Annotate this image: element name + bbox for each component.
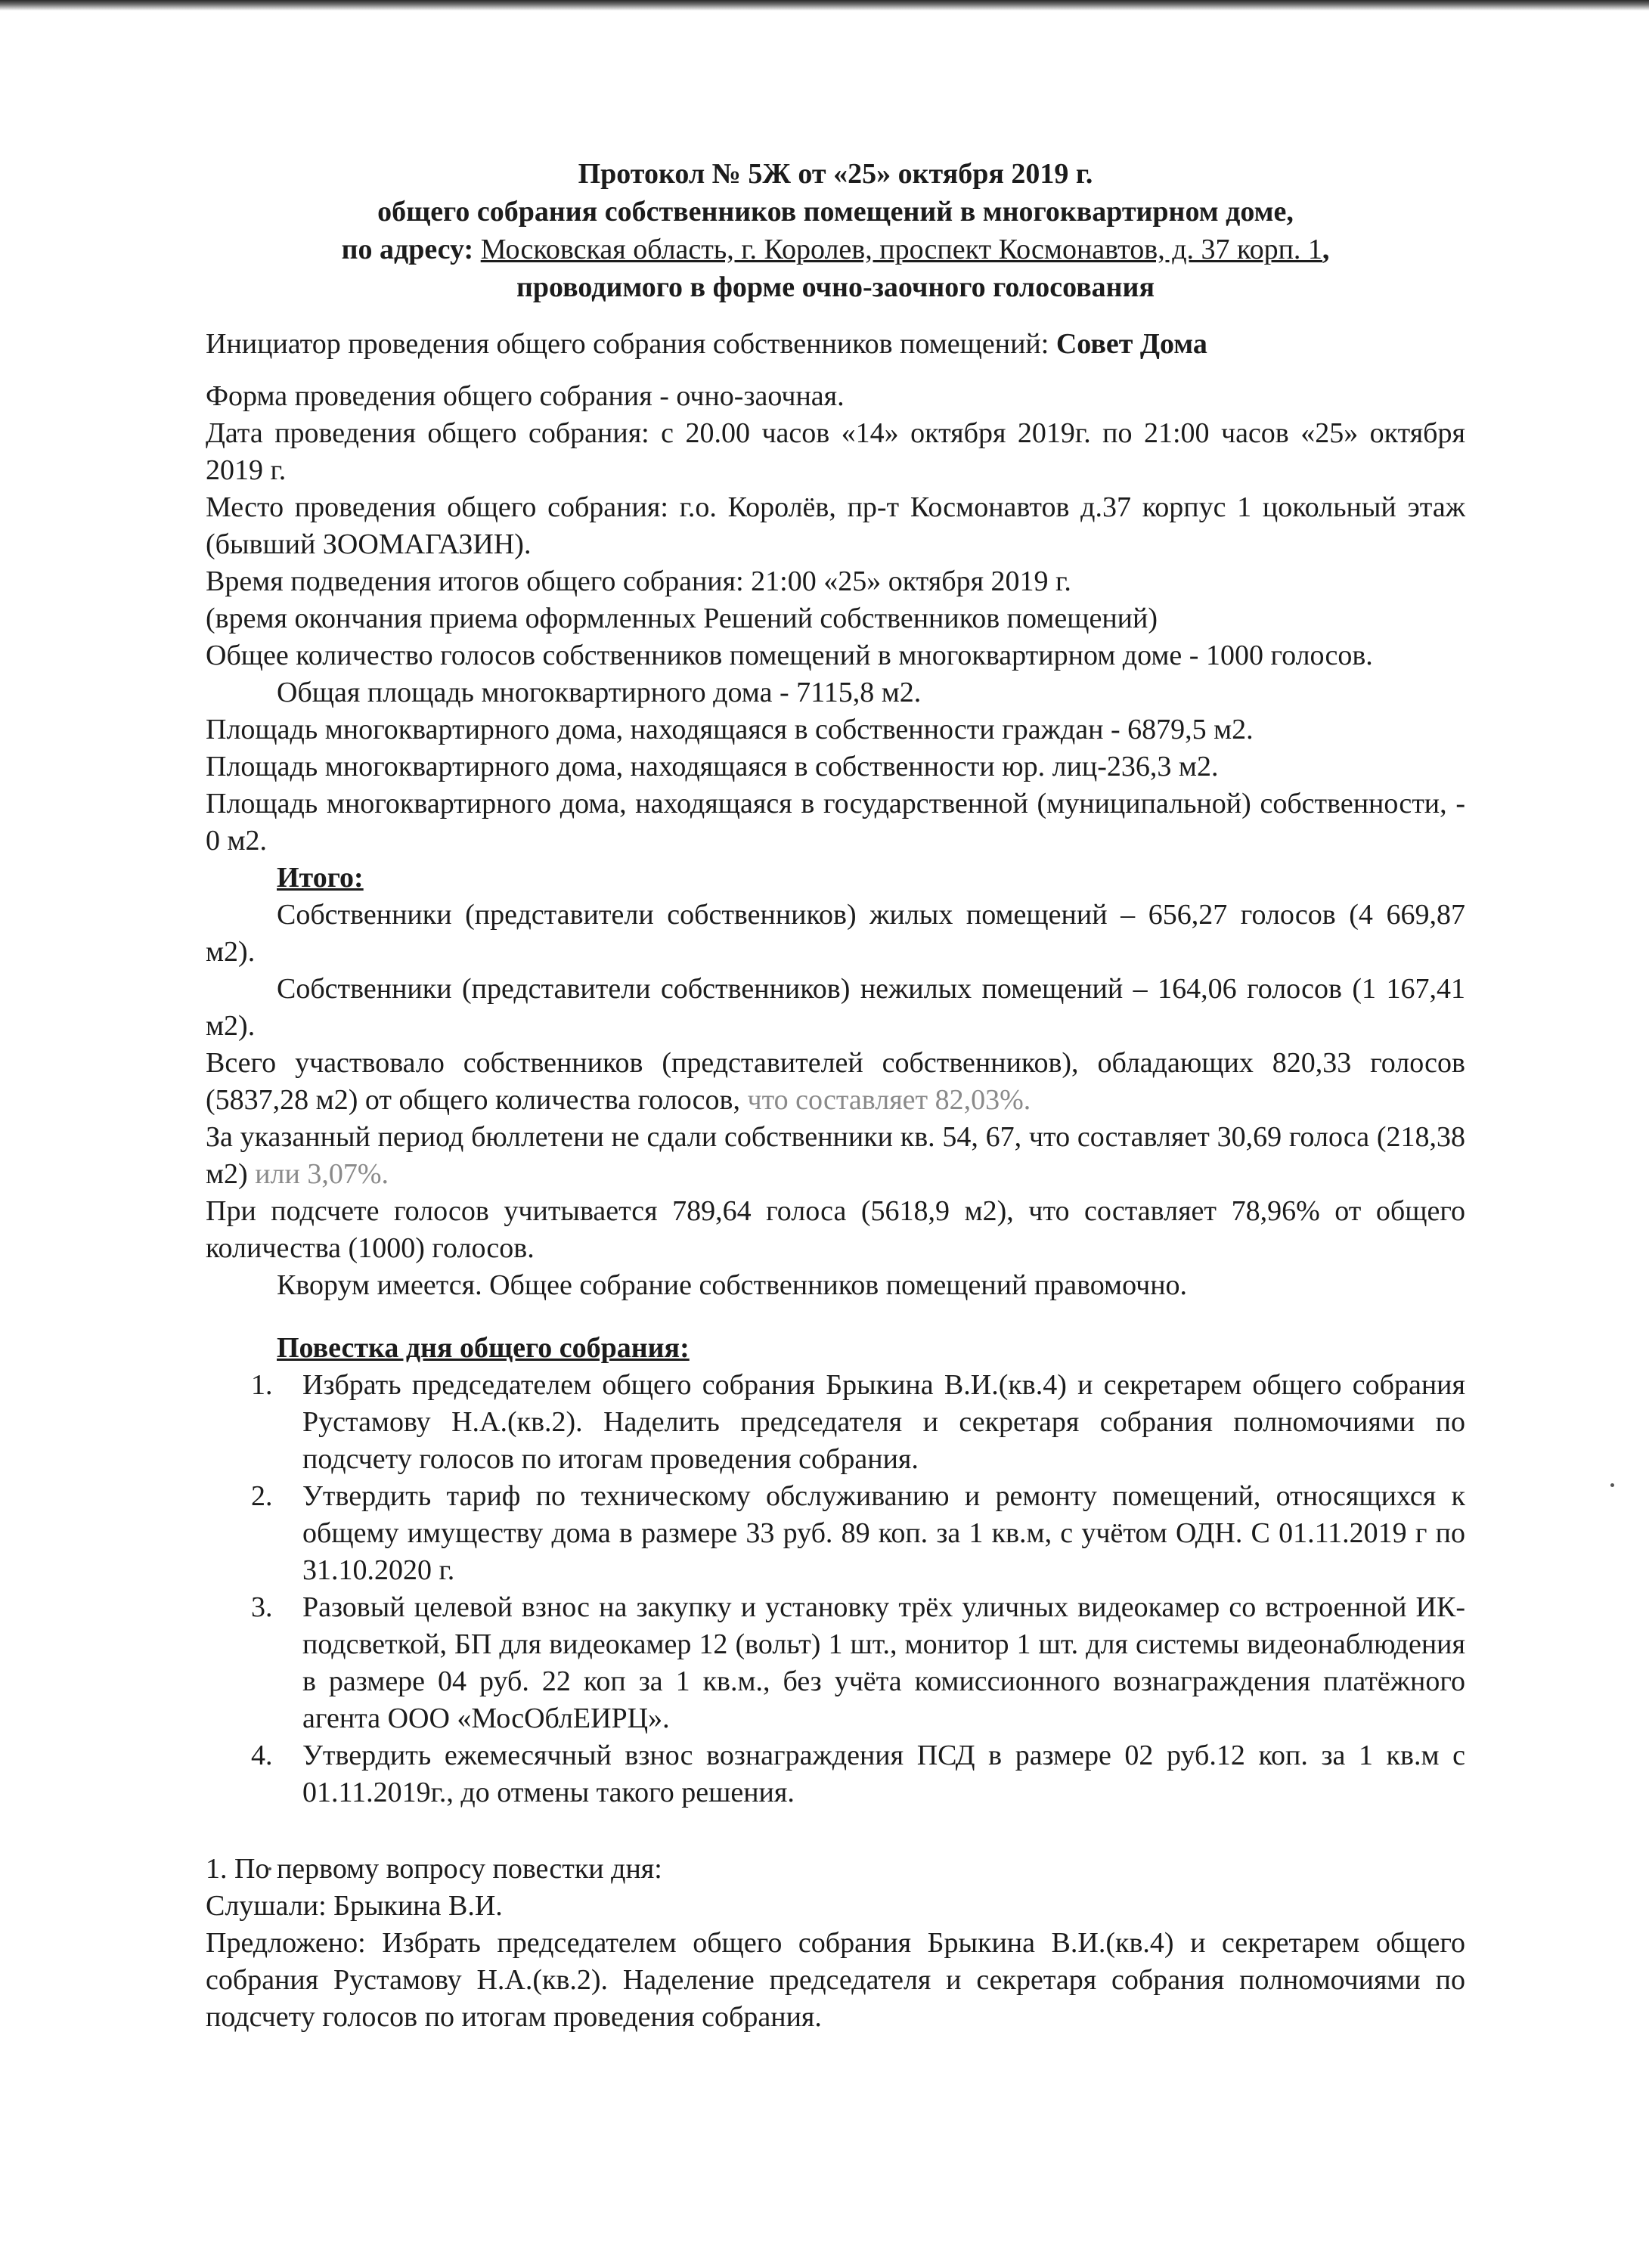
agenda-list	[206, 1367, 1465, 1811]
title-line-3	[206, 231, 1465, 268]
initiator-label: Инициатор проведения общего собрания собственников помещений:	[206, 328, 1056, 360]
participation-percent: что составляет 82,03%.	[747, 1084, 1031, 1116]
agenda-item-number: 2.	[251, 1480, 273, 1512]
agenda-item	[206, 1367, 1465, 1478]
total-votes: Общее количество голосов собственников помещений в многоквартирном доме - 1000 голосов.	[206, 640, 1373, 671]
agenda-item-number: 4.	[251, 1740, 273, 1771]
agenda-item-text: Разовый целевой взнос на закупку и установку трёх уличных видеокамер со встроенной ИК-подсветкой, БП для видеокамер 12 (вольт) 1 шт., монитор 1 шт. для системы видеонаблюдения в размере 04 руб. 22 коп за 1 кв.м., без учёта комиссионного вознаграждения платёжного агента ООО «МосОблЕИРЦ».	[302, 1591, 1465, 1734]
agenda-item-text: Утвердить ежемесячный взнос вознаграждения ПСД в размере 02 руб.12 коп. за 1 кв.м с 01.11.2019г., до отмены такого решения.	[302, 1740, 1465, 1808]
not-submitted-percent: или 3,07%.	[255, 1158, 389, 1190]
agenda-item-number: 1.	[251, 1369, 273, 1401]
title-address-label: по адресу:	[341, 234, 481, 265]
title-address-comma: ,	[1322, 234, 1330, 265]
scan-speck	[1610, 1483, 1614, 1487]
question-1-section	[206, 1851, 1465, 2036]
participation-text: Всего участвовало собственников (представителей собственников), обладающих 820,33 голосов (5837,28 м2) от общего количества голосов,	[206, 1047, 1465, 1116]
counted-votes: При подсчете голосов учитывается 789,64 голоса (5618,9 м2), что составляет 78,96% от общего количества (1000) голосов.	[206, 1195, 1465, 1264]
results-time: Время подведения итогов общего собрания: 21:00 «25» октября 2019 г.	[206, 565, 1071, 597]
question-1-heading: 1. По первому вопросу повестки дня:	[206, 1853, 662, 1885]
total-area: Общая площадь многоквартирного дома - 7115,8 м2.	[277, 677, 922, 708]
legal-entities-area: Площадь многоквартирного дома, находящаяся в собственности юр. лиц-236,3 м2.	[206, 751, 1219, 782]
agenda-item-number: 3.	[251, 1591, 273, 1623]
results-note: (время окончания приема оформленных Решений собственников помещений)	[206, 603, 1158, 634]
not-submitted	[206, 1119, 1465, 1193]
nonresidential-owners: Собственники (представители собственников) нежилых помещений – 164,06 голосов (1 167,41 м2).	[206, 973, 1465, 1042]
title-line-1: Протокол № 5Ж от «25» октября 2019 г.	[578, 158, 1093, 190]
residential-owners: Собственники (представители собственников) жилых помещений – 656,27 голосов (4 669,87 м2).	[206, 899, 1465, 968]
agenda-item	[206, 1478, 1465, 1589]
agenda-item	[206, 1737, 1465, 1811]
scan-top-edge	[0, 0, 1649, 11]
municipal-area: Площадь многоквартирного дома, находящаяся в государственной (муниципальной) собственности, - 0 м2.	[206, 788, 1465, 857]
question-1-proposed: Предложено: Избрать председателем общего собрания Брыкина В.И.(кв.4) и секретарем общего собрания Рустамову Н.А.(кв.2). Наделение председателя и секретаря собрания полномочиями по подсчету голосов по итогам проведения собрания.	[206, 1927, 1465, 2033]
title-line-2: общего собрания собственников помещений в многоквартирном доме,	[377, 196, 1294, 228]
agenda-heading: Повестка дня общего собрания:	[277, 1332, 690, 1364]
title-address: Московская область, г. Королев, проспект Космонавтов, д. 37 корп. 1	[480, 234, 1322, 265]
initiator-value: Совет Дома	[1055, 328, 1207, 360]
totals-heading: Итого:	[277, 862, 364, 894]
meeting-form: Форма проведения общего собрания - очно-заочная.	[206, 380, 845, 412]
not-submitted-text: За указанный период бюллетени не сдали собственники кв. 54, 67, что составляет 30,69 голоса (218,38 м2)	[206, 1121, 1465, 1190]
participation	[206, 1045, 1465, 1119]
document-page	[206, 155, 1465, 2036]
question-1-heard: Слушали: Брыкина В.И.	[206, 1890, 503, 1922]
agenda-item	[206, 1589, 1465, 1737]
meeting-date: Дата проведения общего собрания: с 20.00 часов «14» октября 2019г. по 21:00 часов «25» октября 2019 г.	[206, 417, 1465, 486]
title-line-4: проводимого в форме очно-заочного голосования	[516, 271, 1155, 303]
citizens-area: Площадь многоквартирного дома, находящаяся в собственности граждан - 6879,5 м2.	[206, 714, 1254, 745]
agenda-item-text: Утвердить тариф по техническому обслуживанию и ремонту помещений, относящихся к общему имуществу дома в размере 33 руб. 89 коп. за 1 кв.м, с учётом ОДН. С 01.11.2019 г по 31.10.2020 г.	[302, 1480, 1465, 1586]
agenda-item-text: Избрать председателем общего собрания Брыкина В.И.(кв.4) и секретарем общего собрания Рустамову Н.А.(кв.2). Наделить председателя и секретаря собрания полномочиями по подсчету голосов по итогам проведения собрания.	[302, 1369, 1465, 1475]
document-title	[206, 155, 1465, 306]
quorum-statement: Кворум имеется. Общее собрание собственников помещений правомочно.	[277, 1269, 1188, 1301]
meeting-place: Место проведения общего собрания: г.о. Королёв, пр-т Космонавтов д.37 корпус 1 цокольный этаж (бывший ЗООМАГАЗИН).	[206, 491, 1465, 560]
initiator	[206, 326, 1465, 363]
